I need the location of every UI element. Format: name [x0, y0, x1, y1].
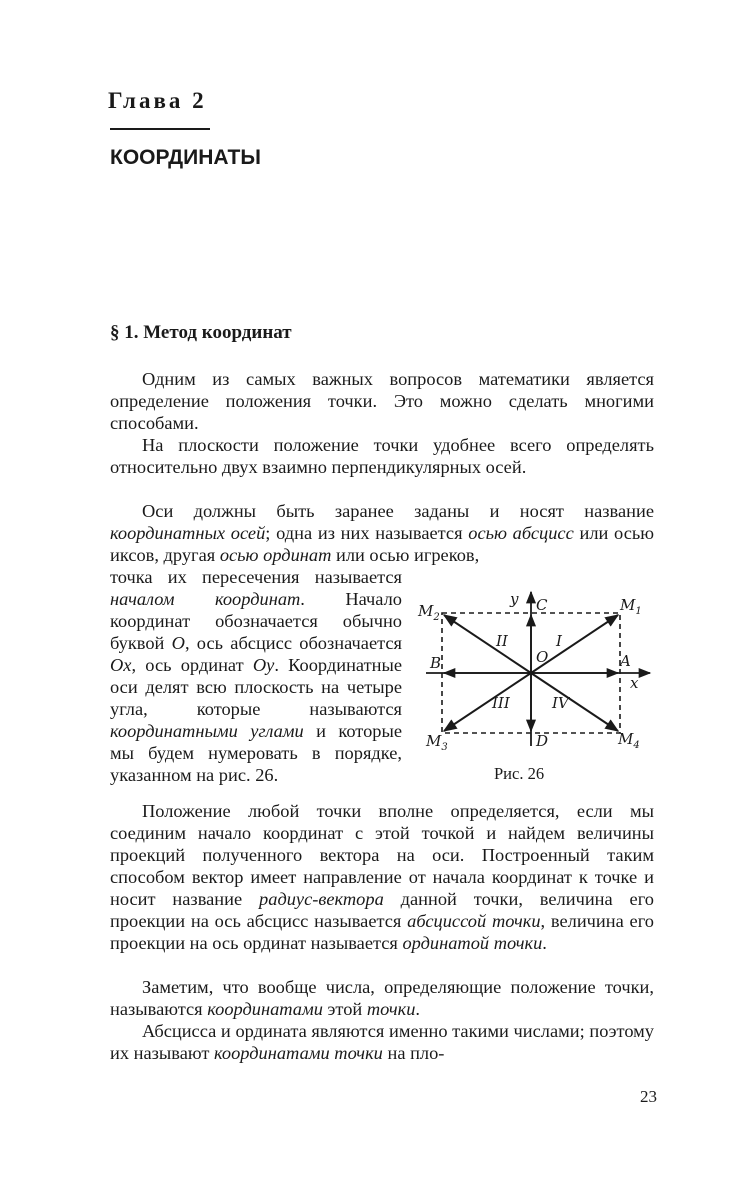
quadrant-iii-label: III: [492, 694, 510, 712]
label-m3: $M_3$: [426, 732, 448, 753]
label-y: y: [510, 590, 519, 608]
vector-om2: [444, 615, 531, 673]
label-d: D: [536, 732, 549, 750]
paragraph-5: Положение любой точки вполне определяется, если мы соединим начало координат с этой точкой и найдем величины проекций полученного вектора на оси. Построенный таким способом вектор имеет направление от начала координат к точке и носит название радиус-вектора данной точки, величина его проекции на ось абсцисс называется абсциссой точки, величина его проекции на ось ординат называется ординатой точки.: [110, 801, 655, 953]
label-m4: $M_4$: [618, 730, 640, 751]
label-m1: $M_1$: [620, 596, 642, 617]
label-x: x: [630, 674, 639, 692]
figure-caption: Рис. 26: [494, 764, 545, 783]
chapter-label: Глава 2: [108, 88, 207, 113]
quadrant-ii-label: II: [496, 632, 508, 650]
chapter-title: КООРДИНАТЫ: [110, 146, 261, 169]
paragraph-1: Одним из самых важных вопросов математики является определение положения точки. Это можно сделать многими способами.: [110, 369, 654, 433]
label-c: C: [536, 596, 548, 614]
quadrant-i-label: I: [556, 632, 562, 650]
vector-om4: [531, 673, 618, 731]
section-heading: § 1. Метод координат: [110, 322, 292, 343]
label-m2: $M_2$: [418, 602, 440, 623]
paragraph-6: Заметим, что вообще числа, определяющие положение точки, называются координатами этой точки.: [110, 977, 654, 1019]
paragraph-7: Абсцисса и ордината являются именно такими числами; поэтому их называют координатами точки на пло-: [110, 1021, 654, 1063]
quadrant-iv-label: IV: [552, 694, 569, 712]
label-o: O: [536, 648, 549, 666]
page-number: 23: [640, 1087, 657, 1106]
label-a: A: [620, 652, 631, 670]
paragraph-2: На плоскости положение точки удобнее всего определять относительно двух взаимно перпендикулярных осей.: [110, 435, 654, 477]
vector-om3: [444, 673, 531, 731]
paragraph-3: Оси должны быть заранее заданы и носят название координатных осей; одна из них называется осью абсцисс или осью иксов, другая осью ординат или осью игреков,: [110, 501, 655, 565]
label-b: B: [430, 654, 442, 672]
chapter-rule: [110, 128, 210, 130]
paragraph-4: точка их пересечения называется началом координат. Начало координат обозначается обычно буквой O, ось абсцисс обозначается Ox, ось ординат Oy. Координатные оси делят всю плоскость на четыре угла, которые называются координатными углами и которые мы будем нумеровать в порядке, указанном на рис. 26.: [110, 567, 402, 785]
coordinate-figure: [412, 588, 658, 758]
